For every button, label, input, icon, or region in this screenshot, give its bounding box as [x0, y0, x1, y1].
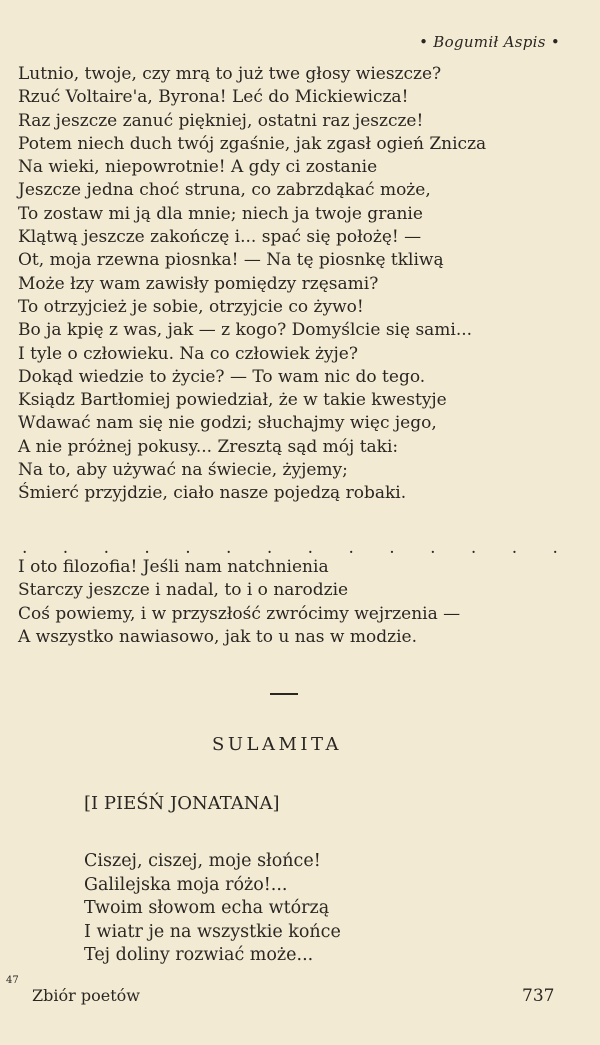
subsection-title: [I PIEŚŃ JONATANA]: [84, 793, 280, 814]
verse-line: Raz jeszcze zanuć piękniej, ostatni raz jeszcze!: [18, 110, 424, 131]
printer-signature: 47: [6, 975, 19, 986]
verse-line: I oto filozofia! Jeśli nam natchnienia: [18, 557, 329, 577]
verse-line: Jeszcze jedna choć struna, co zabrzdąkać może,: [18, 180, 431, 201]
verse-line: Klątwą jeszcze zakończę i... spać się położę! —: [18, 227, 422, 248]
verse-line: Ksiądz Bartłomiej powiedział, że w takie kwestyje: [18, 390, 447, 411]
verse-line: Potem niech duch twój zgaśnie, jak zgasł ogień Znicza: [18, 133, 487, 154]
verse-line: Na wieki, niepowrotnie! A gdy ci zostanie: [18, 157, 378, 178]
verse-line: Galilejska moja różo!...: [84, 874, 288, 895]
section-title: SULAMITA: [212, 734, 343, 755]
verse-line: Starczy jeszcze i nadal, to i o narodzie: [18, 580, 349, 601]
verse-line: Ciszej, ciszej, moje słońce!: [84, 851, 321, 871]
verse-line: A wszystko nawiasowo, jak to u nas w modzie.: [18, 626, 417, 647]
verse-line: Tej doliny rozwiać może...: [84, 945, 314, 965]
verse-line: I tyle o człowieku. Na co człowiek żyje?: [18, 343, 358, 364]
verse-line: Ot, moja rzewna piosnka! — Na tę piosnkę tkliwą: [18, 250, 444, 271]
verse-line: Dokąd wiedzie to życie? — To wam nic do tego.: [18, 366, 426, 387]
verse-line: Może łzy wam zawisły pomiędzy rzęsami?: [18, 273, 379, 294]
stanza-3: [84, 850, 584, 968]
verse-line: Wdawać nam się nie godzi; słuchajmy więc jego,: [18, 413, 437, 434]
section-divider: [270, 693, 298, 695]
verse-line: Na to, aby używać na świecie, żyjemy;: [18, 460, 348, 481]
verse-line: I wiatr je na wszystkie końce: [84, 921, 341, 942]
verse-line: A nie próżnej pokusy... Zresztą sąd mój taki:: [18, 436, 399, 457]
verse-line: Lutnio, twoje, czy mrą to już twe głosy wieszcze?: [18, 64, 442, 84]
verse-line: Śmierć przyjdzie, ciało nasze pojedzą robaki.: [18, 483, 407, 504]
stanza-2: [18, 556, 588, 649]
verse-line: Rzuć Voltaire'a, Byrona! Leć do Mickiewicza!: [18, 87, 409, 108]
running-head: • Bogumił Aspis •: [419, 33, 560, 51]
verse-line: To zostaw mi ją dla mnie; niech ja twoje granie: [18, 203, 423, 224]
verse-line: To otrzyjcież je sobie, otrzyjcie co żywo!: [18, 296, 364, 317]
footer-book-title: Zbiór poetów: [32, 986, 140, 1005]
verse-line: Bo ja kpię z was, jak — z kogo? Domyślcie się sami...: [18, 320, 473, 341]
verse-line: Twoim słowom echa wtórzą: [84, 898, 330, 918]
verse-line: Coś powiemy, i w przyszłość zwrócimy wejrzenia —: [18, 603, 461, 624]
ellipsis-row: . . . . . . . . . . . . . .: [22, 538, 573, 558]
page-number: 737: [522, 986, 555, 1006]
stanza-1: [18, 63, 588, 506]
